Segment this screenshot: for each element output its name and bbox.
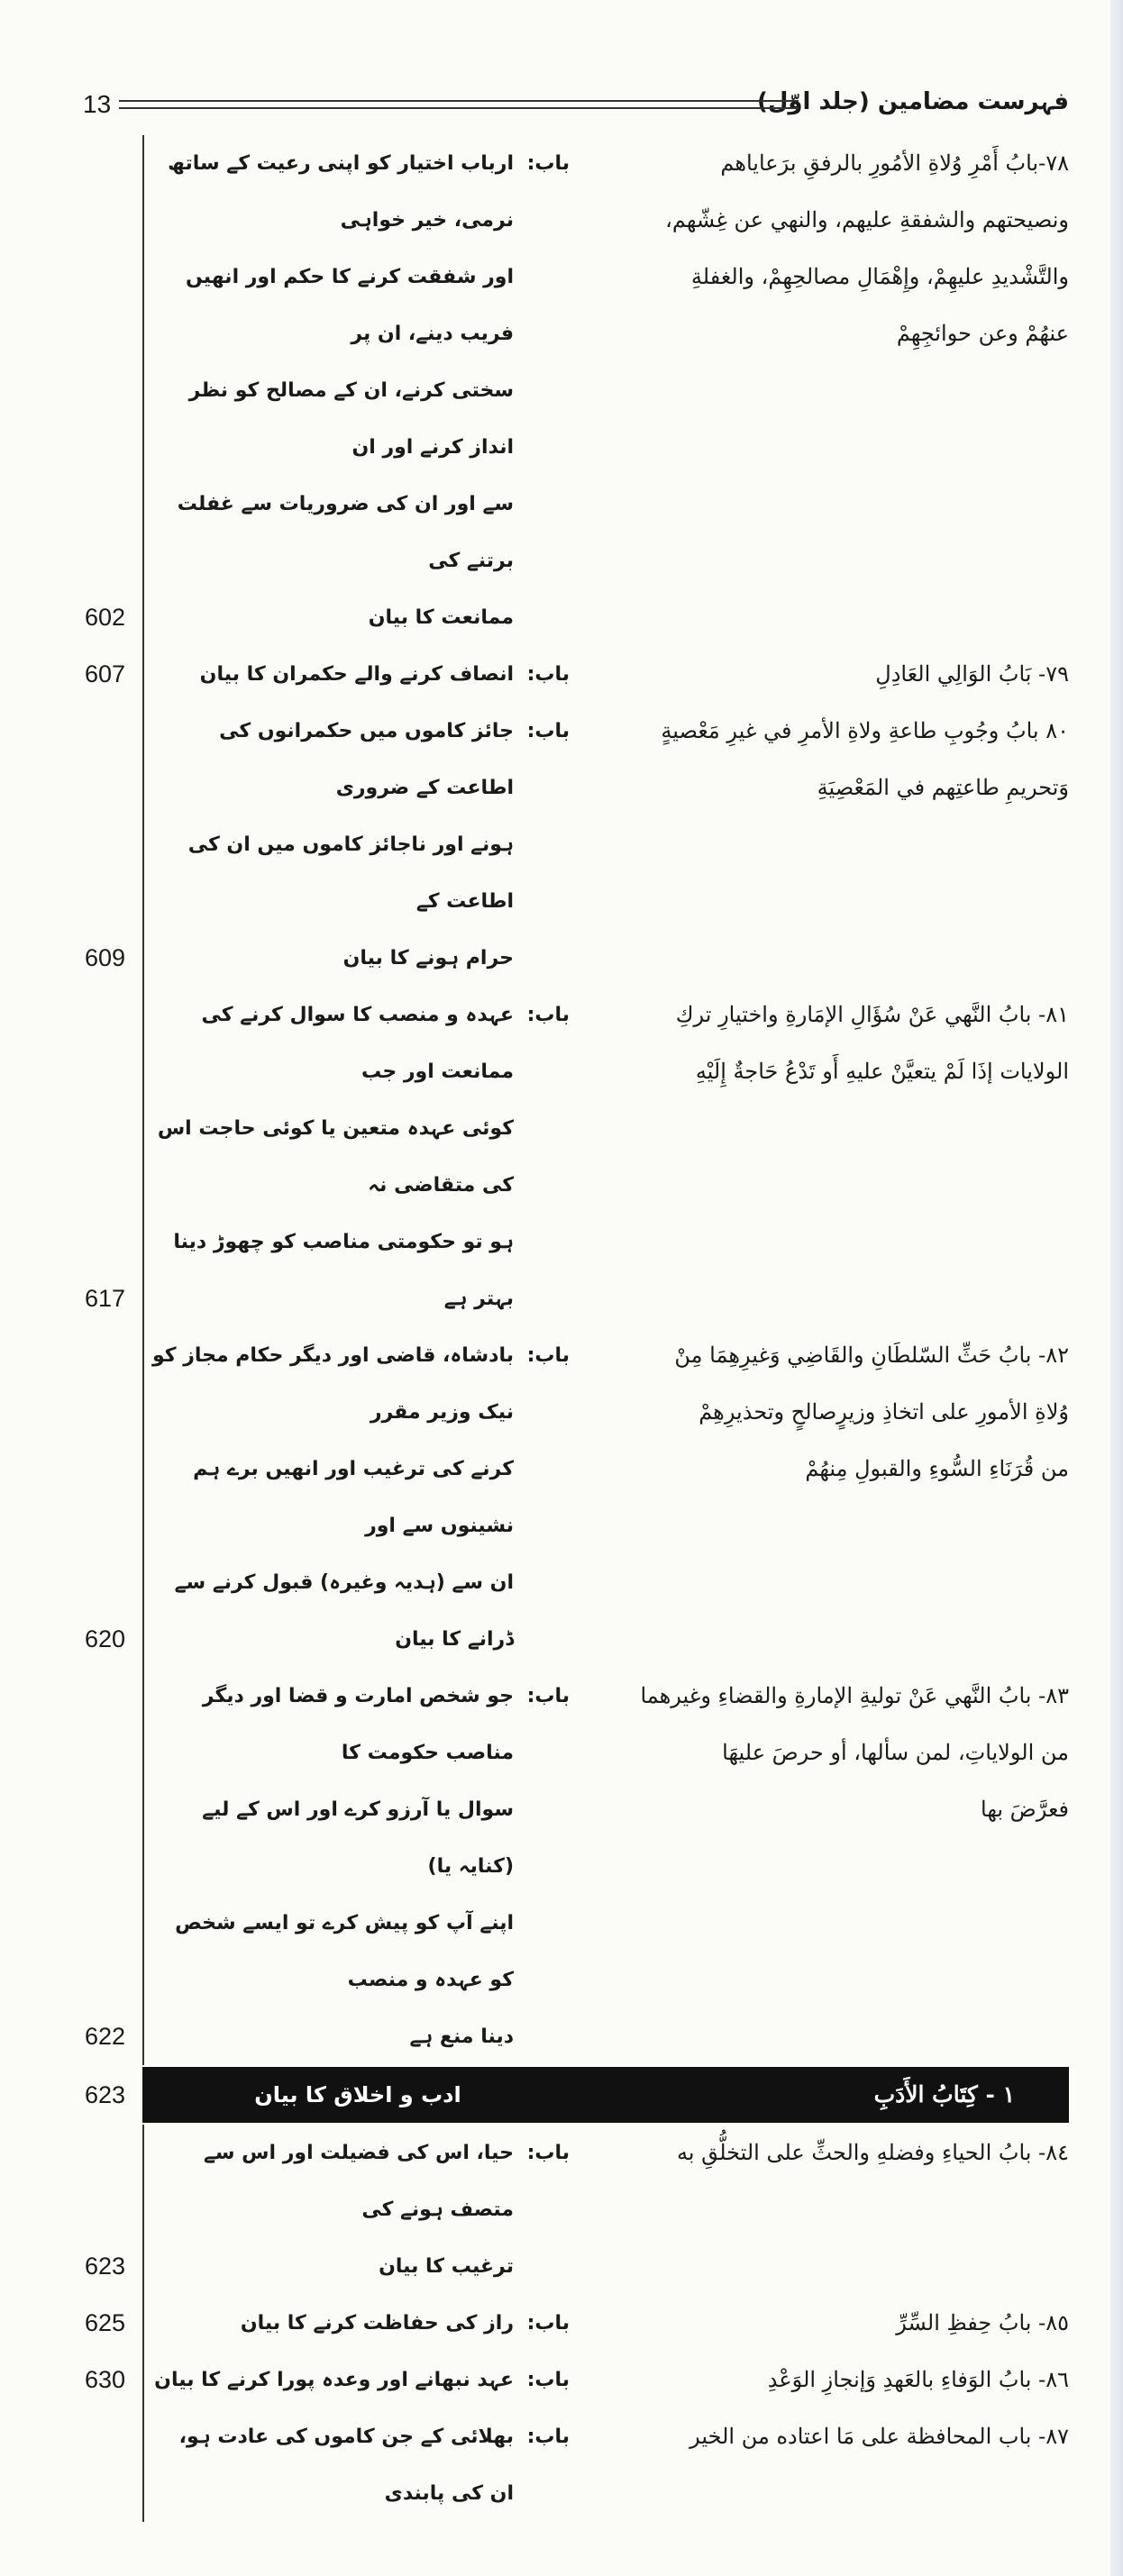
arabic-line: والتَّشْديدِ عليهِمْ، وإِهْمَالِ مصالحِهِمْ، والغفلةِ — [690, 264, 1069, 289]
urdu-line: جائز کاموں میں حکمرانوں کی اطاعت کے ضروری — [219, 720, 514, 799]
entry-page-number: 602 — [85, 604, 126, 631]
toc-entry — [79, 135, 1069, 646]
urdu-text — [151, 646, 514, 703]
bab-label: باب: — [526, 1344, 570, 1367]
section-title-arabic: ١ - كِتَابُ الأَدَبِ — [873, 2081, 1015, 2107]
entry-arabic-title — [573, 1327, 1069, 1668]
entry-page-number: 607 — [85, 660, 126, 687]
section-heading-bar — [142, 2067, 1069, 2123]
arabic-line: الولايات إذَا لَمْ يتعيَّنْ عليهِ أَو تَدْعُ حَاجةٌ إِلَيْهِ — [695, 1059, 1069, 1084]
entry-arabic-title — [573, 987, 1069, 1327]
toc-entry — [79, 2125, 1069, 2295]
arabic-line: ٨١- بابُ النَّهي عَنْ سُؤَالِ الإمَارةِ واختيارِ تركِ — [675, 1002, 1069, 1027]
entry-arabic-title — [573, 2295, 1069, 2352]
entry-arabic-title — [573, 1668, 1069, 2065]
toc-entries-before-section — [79, 135, 1069, 2065]
arabic-line: من الولاياتِ، لمن سألها، أو حرصَ عليهَا — [722, 1740, 1069, 1765]
toc-entry — [79, 2352, 1069, 2408]
bab-label: باب: — [526, 720, 570, 742]
section-heading-row — [79, 2067, 1069, 2123]
urdu-line: راز کی حفاظت کرنے کا بیان — [240, 2312, 514, 2335]
entry-arabic-title — [573, 2125, 1069, 2295]
entry-urdu-title — [142, 2408, 573, 2522]
arabic-line: ٧٨-بابُ أَمْرِ وُلاةِ الأمُورِ بالرفقِ برَعاياهم — [720, 150, 1069, 176]
arabic-line: ٨٠ بابُ وجُوبِ طاعةِ ولاةِ الأمرِ في غيرِ مَعْصيةٍ — [661, 718, 1069, 743]
toc-body — [79, 135, 1069, 2576]
arabic-line: ٨٧- باب المحافظة على مَا اعتاده من الخير — [689, 2424, 1069, 2449]
bab-label: باب: — [526, 1004, 570, 1026]
urdu-line: ان سے (ہدیہ وغیرہ) قبول کرنے سے ڈرانے کا بیان — [174, 1571, 514, 1651]
urdu-line: عہد نبھانے اور وعدہ پورا کرنے کا بیان — [154, 2369, 514, 2391]
entry-urdu-title — [142, 2295, 573, 2352]
arabic-line: ونصيحتهم والشفقةِ عليهم، والنهي عن غِشّهم، — [665, 207, 1069, 232]
urdu-line: اپنے آپ کو پیش کرے تو ایسے شخص کو عہدہ و منصب — [175, 1912, 514, 1991]
urdu-line: بھلائی کے جن کاموں کی عادت ہو، ان کی پابندی — [178, 2426, 514, 2505]
urdu-line: ارباب اختیار کو اپنی رعیت کے ساتھ نرمی، خیر خواہی — [168, 152, 514, 232]
entry-page-number: 622 — [85, 2023, 126, 2050]
entry-arabic-title — [573, 646, 1069, 703]
urdu-line: بادشاہ، قاضی اور دیگر حکام مجاز کو نیک وزیر مقرر — [151, 1344, 514, 1424]
urdu-text — [151, 135, 514, 646]
entry-urdu-title — [142, 135, 573, 646]
urdu-line: کوئی عہدہ متعین یا کوئی حاجت اس کی متقاضی نہ — [157, 1117, 514, 1197]
urdu-text — [151, 1327, 514, 1668]
urdu-line: اور شفقت کرنے کا حکم اور انھیں فریب دینے، ان پر — [186, 266, 514, 345]
urdu-line: سختی کرنے، ان کے مصالح کو نظر انداز کرنے اور ان — [188, 379, 514, 459]
bab-label: باب: — [526, 152, 570, 175]
bab-label: باب: — [526, 2142, 570, 2164]
toc-entry — [79, 646, 1069, 703]
header-rule — [119, 100, 799, 109]
section-title-urdu: ادب و اخلاق کا بیان — [254, 2082, 461, 2107]
entry-arabic-title — [573, 135, 1069, 646]
entry-arabic-title — [573, 2352, 1069, 2408]
running-header-title: فہرست مضامین (جلد اوّل) — [756, 88, 1069, 115]
arabic-line: من قُرَنَاءِ السُّوءِ والقبولِ مِنهُمْ — [805, 1456, 1069, 1481]
toc-entry — [79, 2408, 1069, 2522]
urdu-text — [151, 2408, 514, 2522]
entry-page-number: 617 — [85, 1285, 126, 1312]
arabic-line: ٨٣- بابُ النَّهي عَنْ توليةِ الإمارةِ والقضاءِ وغيرهما — [640, 1683, 1069, 1708]
entry-page-number: 620 — [85, 1625, 126, 1652]
entry-urdu-title — [142, 987, 573, 1327]
arabic-line: ٨٢- بابُ حَثِّ السّلطَانِ والقَاضِي وَغيرِهِمَا مِنْ — [674, 1343, 1069, 1368]
arabic-line: فعرَّضَ بها — [981, 1797, 1069, 1822]
urdu-line: کرنے کی ترغیب اور انھیں برے ہم نشینوں سے اور — [193, 1458, 514, 1537]
urdu-line: ممانعت کا بیان — [368, 606, 514, 629]
section-page-number: 623 — [85, 2081, 126, 2108]
entry-urdu-title — [142, 703, 573, 987]
arabic-line: ٧٩- بَابُ الوَالِي العَادِلِ — [875, 661, 1069, 687]
entry-page-number: 623 — [85, 2253, 126, 2280]
entry-urdu-title — [142, 2352, 573, 2408]
arabic-line: عنهُمْ وعن حوائجِهِمْ — [896, 321, 1069, 346]
toc-entry — [79, 1668, 1069, 2065]
urdu-line: دینا منع ہے — [409, 2025, 514, 2048]
page-edge-shadow — [1110, 0, 1123, 2576]
page-number: 13 — [83, 90, 112, 118]
bab-label: باب: — [526, 2312, 570, 2335]
urdu-line: ترغیب کا بیان — [379, 2255, 514, 2278]
urdu-line: حیا، اس کی فضیلت اور اس سے متصف ہونے کی — [204, 2142, 514, 2221]
arabic-line: وَتحريمِ طاعتِهم في المَعْصِيَةِ — [817, 775, 1069, 800]
toc-entry — [79, 703, 1069, 987]
urdu-line: انصاف کرنے والے حکمران کا بیان — [199, 663, 514, 686]
arabic-line: ٨٤- بابُ الحياءِ وفضلهِ والحثِّ على التخلُّقِ به — [677, 2140, 1069, 2165]
running-header — [0, 0, 1123, 135]
bab-label: باب: — [526, 663, 570, 686]
arabic-line: ٨٥- بابُ حِفظِ السِّرِّ — [896, 2310, 1069, 2335]
entry-arabic-title — [573, 703, 1069, 987]
urdu-line: ہونے اور ناجائز کاموں میں ان کی اطاعت کے — [187, 833, 514, 913]
bab-label: باب: — [526, 2369, 570, 2391]
entry-page-number: 630 — [85, 2366, 126, 2393]
entry-page-number: 609 — [85, 944, 126, 971]
urdu-text — [151, 1668, 514, 2065]
entry-arabic-title — [573, 2408, 1069, 2522]
urdu-line: حرام ہونے کا بیان — [342, 947, 514, 969]
entry-urdu-title — [142, 2125, 573, 2295]
arabic-line: وُلاةِ الأمورِ على اتخاذِ وزيرٍصالحٍ وتحذيرِهِمْ — [698, 1399, 1069, 1425]
bab-label: باب: — [526, 2426, 570, 2448]
entry-urdu-title — [142, 1668, 573, 2065]
toc-entries-after-section — [79, 2125, 1069, 2522]
toc-entry — [79, 987, 1069, 1327]
urdu-line: عہدہ و منصب کا سوال کرنے کی ممانعت اور جب — [201, 1004, 514, 1083]
arabic-line: ٨٦- بابُ الوَفاءِ بالعَهدِ وَإنجازِ الوَعْدِ — [767, 2367, 1069, 2392]
urdu-line: سوال یا آرزو کرے اور اس کے لیے (کنایہ یا) — [202, 1798, 514, 1878]
urdu-line: سے اور ان کی ضروریات سے غفلت برتنے کی — [177, 493, 514, 572]
urdu-text — [151, 2125, 514, 2295]
urdu-text — [151, 2352, 514, 2408]
entry-page-number: 625 — [85, 2309, 126, 2336]
toc-entry — [79, 1327, 1069, 1668]
urdu-text — [151, 2295, 514, 2352]
urdu-text — [151, 703, 514, 987]
toc-entry — [79, 2295, 1069, 2352]
urdu-text — [151, 987, 514, 1327]
urdu-line: ہو تو حکومتی مناصب کو چھوڑ دینا بہتر ہے — [173, 1231, 514, 1310]
bab-label: باب: — [526, 1685, 570, 1707]
urdu-line: جو شخص امارت و قضا اور دیگر مناصب حکومت کا — [202, 1685, 514, 1764]
entry-urdu-title — [142, 1327, 573, 1668]
entry-urdu-title — [142, 646, 573, 703]
